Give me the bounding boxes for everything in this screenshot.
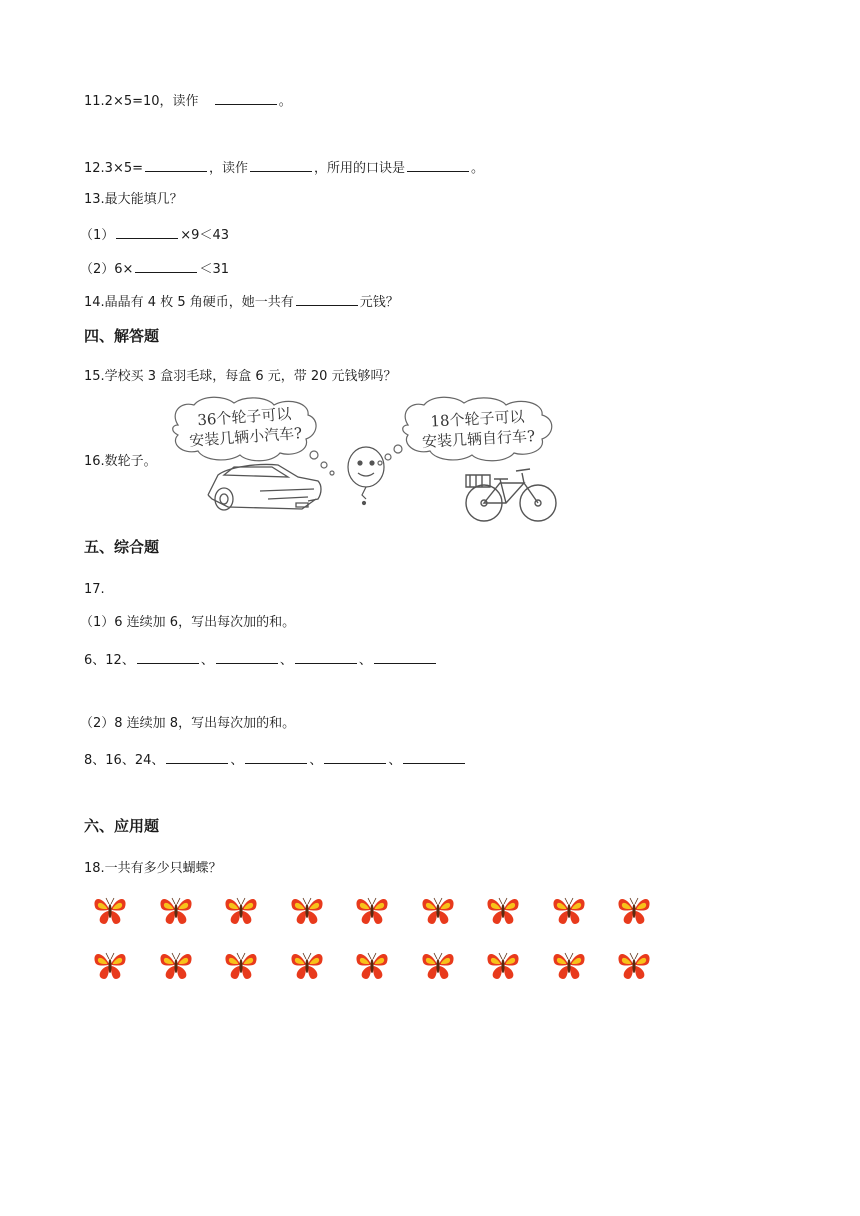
question-18: 18.一共有多少只蝴蝶？	[84, 861, 222, 876]
question-11	[84, 91, 292, 111]
answer-blank[interactable]	[250, 158, 312, 172]
question-13-part-2	[80, 259, 229, 279]
answer-blank[interactable]	[245, 750, 307, 764]
question-14	[84, 292, 399, 312]
answer-blank[interactable]	[407, 158, 469, 172]
right-thought-bubble	[413, 406, 543, 453]
answer-blank[interactable]	[295, 650, 357, 664]
question-12-part-a: 12.3×5=	[84, 161, 144, 176]
question-14-tail: 元钱？	[359, 295, 399, 310]
question-17-part-2-sequence	[84, 750, 467, 770]
butterfly-icon	[92, 948, 128, 982]
right-bubble-line-1: 18个轮子可以	[430, 407, 525, 431]
butterfly-icon	[223, 948, 259, 982]
butterfly-grid	[92, 893, 672, 993]
separator: 、	[279, 653, 293, 668]
answer-blank[interactable]	[374, 650, 436, 664]
question-13-part-1	[80, 225, 229, 245]
butterfly-icon	[616, 948, 652, 982]
question-13-title: 13.最大能填几？	[84, 192, 183, 207]
butterfly-icon	[289, 893, 325, 927]
answer-blank[interactable]	[324, 750, 386, 764]
butterfly-icon	[485, 893, 521, 927]
answer-blank[interactable]	[137, 650, 199, 664]
question-17-part-1: （1）6 连续加 6，写出每次加的和。	[80, 615, 296, 630]
left-bubble-line-2: 安装几辆小汽车?	[188, 424, 303, 450]
butterfly-icon	[289, 948, 325, 982]
question-16-label: 16.数轮子。	[84, 454, 157, 469]
question-17-part-2: （2）8 连续加 8，写出每次加的和。	[80, 716, 296, 731]
sequence-start: 6、12、	[84, 653, 135, 668]
part-2-suffix: ＜31	[199, 262, 229, 277]
sequence-start: 8、16、24、	[84, 753, 165, 768]
butterfly-icon	[92, 893, 128, 927]
part-1-suffix: ×9＜43	[180, 228, 229, 243]
section-6-heading: 六、应用题	[84, 817, 160, 835]
answer-blank[interactable]	[116, 225, 178, 239]
butterfly-icon	[354, 948, 390, 982]
butterfly-icon	[158, 948, 194, 982]
part-2-prefix: （2）6×	[80, 262, 134, 277]
butterfly-icon	[223, 893, 259, 927]
question-11-tail: 。	[278, 94, 292, 109]
answer-blank[interactable]	[216, 650, 278, 664]
section-4-heading: 四、解答题	[84, 327, 160, 345]
answer-blank[interactable]	[403, 750, 465, 764]
question-17-number: 17.	[84, 582, 105, 597]
question-12-part-b: ，读作	[209, 161, 249, 176]
answer-blank[interactable]	[215, 91, 277, 105]
left-bubble-line-1: 36个轮子可以	[196, 404, 292, 430]
question-12-part-c: ，所用的口诀是	[314, 161, 406, 176]
section-5-heading: 五、综合题	[84, 538, 160, 556]
answer-blank[interactable]	[135, 259, 197, 273]
question-12	[84, 158, 484, 178]
butterfly-icon	[420, 948, 456, 982]
question-12-part-d: 。	[471, 161, 485, 176]
separator: 、	[358, 653, 372, 668]
butterfly-icon	[551, 893, 587, 927]
butterfly-icon	[354, 893, 390, 927]
part-1-prefix: （1）	[80, 228, 115, 243]
butterfly-icon	[420, 893, 456, 927]
separator: 、	[200, 653, 214, 668]
butterfly-icon	[485, 948, 521, 982]
question-17-part-1-sequence	[84, 650, 438, 670]
separator: 、	[388, 753, 402, 768]
answer-blank[interactable]	[296, 292, 358, 306]
butterfly-icon	[158, 893, 194, 927]
question-11-text: 11.2×5=10，读作	[84, 94, 199, 109]
right-bubble-line-2: 安装几辆自行车?	[421, 427, 536, 451]
butterfly-icon	[551, 948, 587, 982]
butterfly-icon	[616, 893, 652, 927]
answer-blank[interactable]	[145, 158, 207, 172]
question-14-text: 14.晶晶有 4 枚 5 角硬币，她一共有	[84, 295, 294, 310]
wheels-illustration	[168, 395, 568, 525]
answer-blank[interactable]	[166, 750, 228, 764]
separator: 、	[309, 753, 323, 768]
separator: 、	[230, 753, 244, 768]
question-15: 15.学校买 3 盒羽毛球，每盒 6 元，带 20 元钱够吗？	[84, 369, 397, 384]
